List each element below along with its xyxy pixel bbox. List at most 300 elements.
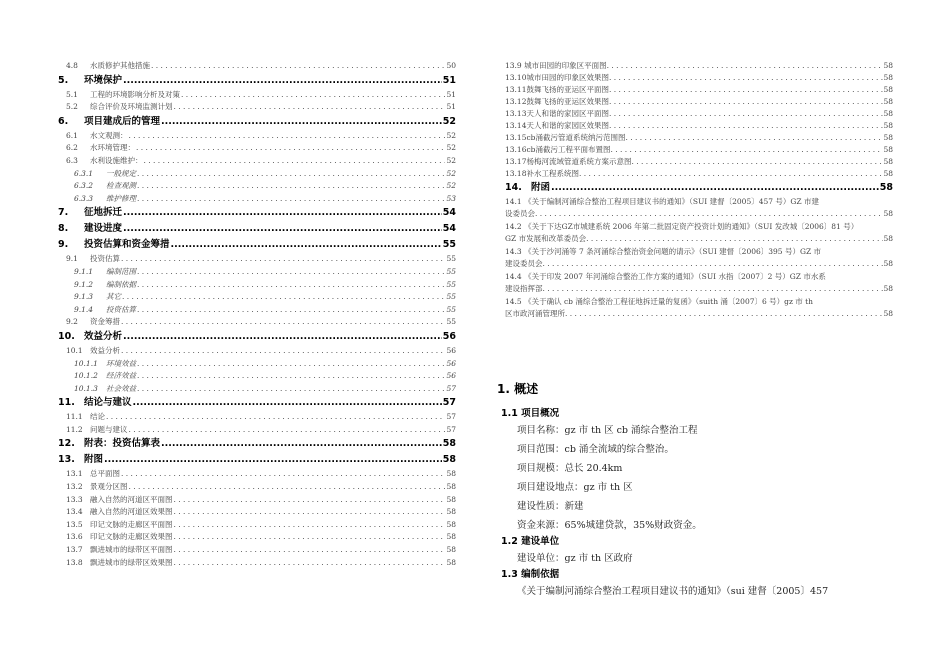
project-name-line: 项目名称：gz 市 th 区 cb 涌综合整治工程 [517, 425, 698, 436]
toc-entry-label [74, 383, 136, 396]
toc-leader-dots [151, 60, 445, 73]
toc-leader-dots [551, 180, 879, 196]
toc-page-number: 58 [446, 557, 456, 567]
toc-page-number: 52 [446, 168, 456, 178]
toc-entry[interactable] [58, 89, 456, 102]
toc-leader-dots [133, 395, 442, 411]
toc-entry-label [58, 73, 122, 89]
toc-leader-dots [174, 544, 446, 557]
toc-leader-dots [161, 436, 442, 452]
toc-entry-title: 水利设施维护： [90, 155, 143, 165]
toc-leader-dots [609, 96, 883, 108]
funding-source-line: 资金来源：65%城建贷款，35%财政资金。 [517, 520, 702, 531]
toc-leader-dots [144, 155, 446, 168]
toc-entry-continuation [505, 208, 893, 220]
toc-leader-dots [137, 193, 445, 206]
toc-entry-label [66, 424, 128, 437]
toc-left-column [58, 60, 456, 569]
toc-entry-number: 10.1.1 [74, 358, 98, 368]
toc-entry-number: 13. [58, 454, 75, 466]
toc-entry-continuation [505, 283, 893, 295]
toc-entry-label [66, 89, 180, 102]
toc-entry-title: 印记文脉的走廊区平面图 [90, 519, 173, 529]
toc-entry-label [74, 193, 136, 206]
toc-entry-continuation [505, 258, 893, 270]
toc-page-number: 58 [442, 438, 456, 450]
toc-entry-number: 6.2 [66, 143, 78, 153]
toc-entry-title: 14.4 《关于印发 2007 年河涌综合整治工作方案的通知》（SUI 水指〔2007〕2 号）GZ 市水系 [505, 272, 826, 281]
toc-entry-title: 水文观测： [90, 130, 128, 140]
toc-entry-title: 经济效益 [106, 371, 136, 381]
toc-entry-title: 14.1 《关于编制河涌综合整治工程项目建议书的通知》（SUI 建督〔2005〕457 号）GZ 市建 [505, 197, 820, 206]
toc-entry-title: 13.14天人和谐的家园区效果图 [505, 121, 609, 130]
toc-entry-title: 景观分区图 [90, 482, 128, 492]
toc-leader-dots [106, 411, 445, 424]
toc-page-number: 58 [883, 234, 893, 243]
toc-entry-number: 13.6 [66, 532, 83, 542]
toc-entry-number: 11. [58, 397, 75, 409]
toc-entry-title: 环境保护 [84, 74, 123, 86]
toc-entry-label [66, 101, 173, 114]
toc-entry-title: 水环境管理： [90, 143, 135, 153]
toc-entry-number: 13.2 [66, 482, 83, 492]
toc-entry-title: 投资估算 [90, 254, 120, 264]
toc-entry-issuer: 设委员会 [505, 209, 535, 218]
toc-entry-number: 9.1.1 [74, 266, 94, 276]
toc-leader-dots [174, 531, 446, 544]
toc-entry[interactable] [58, 383, 456, 396]
toc-entry-number: 6.1 [66, 130, 78, 140]
toc-entry-title: 工程的环境影响分析及对策 [90, 89, 180, 99]
toc-entry[interactable] [58, 130, 456, 143]
project-scope-line: 项目范围：cb 涌全流域的综合整治。 [517, 444, 674, 455]
toc-page-number: 52 [446, 155, 456, 165]
toc-page-number: 51 [442, 74, 456, 86]
toc-entry-number: 9.1 [66, 254, 78, 264]
toc-entry[interactable] [505, 72, 893, 84]
toc-entry[interactable] [58, 506, 456, 519]
toc-entry-number: 12. [58, 438, 75, 450]
toc-page-number: 58 [446, 532, 456, 542]
toc-leader-dots [181, 89, 445, 102]
toc-page-number: 55 [446, 254, 456, 264]
toc-entry-title: 建设进度 [84, 223, 123, 235]
toc-page-number: 55 [446, 279, 456, 289]
toc-leader-dots [121, 345, 445, 358]
toc-leader-dots [609, 84, 883, 96]
toc-entry-number: 14. [505, 182, 522, 193]
toc-entry-title: 资金筹措 [90, 317, 120, 327]
toc-entry-title: 综合评价及环境监测计划 [90, 102, 173, 112]
toc-entry[interactable] [505, 84, 893, 96]
toc-entry[interactable] [58, 114, 456, 130]
toc-page-number: 58 [883, 109, 893, 118]
toc-entry[interactable] [58, 395, 456, 411]
toc-entry-number: 13.3 [66, 494, 83, 504]
toc-page-number: 53 [446, 193, 456, 203]
toc-entry[interactable] [58, 519, 456, 532]
toc-entry-title: 13.10城市田园的印象区效果图 [505, 73, 609, 82]
toc-entry[interactable] [505, 120, 893, 132]
toc-entry-label [74, 180, 136, 193]
toc-entry-label [74, 304, 136, 317]
toc-entry-number: 9.1.3 [74, 292, 94, 302]
toc-leader-dots [607, 60, 884, 72]
toc-entry-title: 总平面图 [90, 469, 120, 479]
toc-entry-label [58, 114, 160, 130]
toc-leader-dots [123, 221, 442, 237]
toc-entry-number: 11.1 [66, 412, 83, 422]
toc-entry-number: 6.3.1 [74, 168, 94, 178]
builder-line: 建设单位：gz 市 th 区政府 [517, 553, 633, 564]
toc-leader-dots [174, 506, 446, 519]
toc-page-number: 56 [446, 345, 456, 355]
toc-entry[interactable] [505, 180, 893, 196]
toc-entry-title: 附图 [84, 454, 104, 466]
basis-line: 《关于编制河涌综合整治工程项目建议书的通知》（sui 建督〔2005〕457 [517, 586, 829, 597]
toc-entry-number: 6.3.2 [74, 181, 94, 191]
toc-page-number: 51 [446, 102, 456, 112]
toc-entry[interactable] [58, 329, 456, 345]
toc-entry[interactable] [58, 436, 456, 452]
toc-page-number: 57 [446, 412, 456, 422]
toc-entry-number: 9.1.2 [74, 279, 94, 289]
toc-entry-title: 14.2 《关于下达GZ市城建系统 2006 年第二批固定资产投资计划的通知》（SUI 发改城〔2006〕81 号） [505, 222, 859, 231]
toc-entry[interactable] [58, 544, 456, 557]
toc-leader-dots [625, 132, 883, 144]
toc-leader-dots [137, 358, 445, 371]
toc-entry-title: 附函 [531, 182, 551, 193]
toc-entry-label [66, 142, 135, 155]
toc-entry-title: 检查观测 [106, 181, 136, 191]
toc-page-number: 55 [446, 317, 456, 327]
toc-entry[interactable] [58, 452, 456, 468]
toc-entry[interactable] [58, 531, 456, 544]
toc-entry-number: 10.1.2 [74, 371, 98, 381]
toc-page-number: 58 [883, 85, 893, 94]
toc-entry-title: 效益分析 [90, 345, 120, 355]
toc-entry[interactable] [505, 271, 893, 295]
toc-entry-title: 征地拆迁 [84, 207, 123, 219]
toc-leader-dots [137, 383, 445, 396]
toc-page-number: 58 [446, 507, 456, 517]
toc-entry[interactable] [58, 221, 456, 237]
toc-entry-title: 一般规定 [106, 168, 136, 178]
toc-entry-title: 水质修护其他措施 [90, 61, 150, 70]
toc-page-number: 54 [442, 207, 456, 219]
toc-entry-label [66, 494, 173, 507]
toc-entry[interactable] [58, 370, 456, 383]
toc-entry-title: 环境效益 [106, 358, 136, 368]
toc-entry-label [74, 358, 136, 371]
subsection-heading: 1.3 编制依据 [501, 569, 560, 580]
toc-leader-dots [137, 168, 445, 181]
toc-leader-dots [609, 120, 883, 132]
toc-page-number: 52 [446, 143, 456, 153]
toc-page-number: 57 [442, 397, 456, 409]
toc-page-number: 57 [446, 383, 456, 393]
toc-leader-dots [121, 316, 445, 329]
toc-entry-issuer: 建设指挥部 [505, 284, 543, 293]
toc-entry-label [58, 221, 122, 237]
toc-page-number: 58 [883, 133, 893, 142]
toc-entry[interactable] [58, 193, 456, 206]
toc-page-number: 58 [883, 259, 893, 268]
toc-entry[interactable] [58, 316, 456, 329]
toc-page-number: 52 [442, 115, 456, 127]
toc-entry-label [66, 316, 120, 329]
toc-leader-dots [123, 73, 442, 89]
toc-entry[interactable] [58, 205, 456, 221]
subsection-heading: 1.2 建设单位 [501, 536, 560, 547]
toc-entry-title: 社会效益 [106, 383, 136, 393]
toc-entry[interactable] [58, 168, 456, 181]
toc-page-number: 58 [883, 121, 893, 130]
toc-entry-number: 13.8 [66, 557, 83, 567]
toc-entry-label [74, 266, 136, 279]
toc-entry[interactable] [505, 108, 893, 120]
toc-entry-label [66, 481, 128, 494]
toc-page-number: 58 [446, 482, 456, 492]
toc-leader-dots [565, 308, 883, 320]
toc-leader-dots [609, 72, 883, 84]
toc-entry-label [66, 519, 173, 532]
toc-entry[interactable] [505, 144, 893, 156]
toc-entry-label [58, 436, 160, 452]
toc-entry-continuation [505, 233, 893, 245]
toc-leader-dots [609, 108, 883, 120]
toc-entry-title: 投资估算和资金筹措 [84, 239, 170, 251]
toc-page-number: 58 [883, 209, 893, 218]
toc-entry[interactable] [58, 424, 456, 437]
toc-entry-title: 结论与建议 [84, 397, 132, 409]
toc-entry[interactable] [58, 411, 456, 424]
toc-entry-number: 10.1 [66, 345, 83, 355]
toc-entry[interactable] [58, 358, 456, 371]
toc-entry-title: 投资估算 [106, 304, 136, 314]
toc-page-number: 58 [446, 519, 456, 529]
toc-leader-dots [123, 205, 442, 221]
toc-entry-title: 问题与建议 [90, 424, 128, 434]
toc-leader-dots [129, 130, 446, 143]
toc-page-number: 56 [442, 330, 456, 342]
toc-leader-dots [174, 494, 446, 507]
toc-entry-title: 飘进城市的绿带区效果图 [90, 557, 173, 567]
toc-leader-dots [123, 329, 442, 345]
toc-entry[interactable] [505, 168, 893, 180]
toc-entry[interactable] [505, 96, 893, 108]
toc-entry-number: 10. [58, 330, 75, 342]
toc-entry[interactable] [58, 557, 456, 570]
toc-entry-label [74, 168, 136, 181]
toc-entry-title: 维护修理 [106, 193, 136, 203]
toc-page-number: 56 [446, 371, 456, 381]
toc-entry[interactable] [505, 60, 893, 72]
toc-entry[interactable] [58, 237, 456, 253]
toc-entry-label [74, 279, 136, 292]
toc-entry-number: 6.3 [66, 155, 78, 165]
toc-entry[interactable] [58, 279, 456, 292]
subsection-heading: 1.1 项目概况 [501, 408, 560, 419]
toc-leader-dots [579, 168, 883, 180]
toc-page-number: 58 [883, 309, 893, 318]
toc-entry-title: 14.3 《关于沙河涌等 7 条河涌综合整治资金问题的请示》（SUI 建督〔2006〕395 号）GZ 市 [505, 247, 822, 256]
toc-entry[interactable] [58, 494, 456, 507]
toc-entry-label [66, 60, 150, 73]
toc-leader-dots [104, 452, 442, 468]
toc-entry-label [58, 395, 132, 411]
toc-entry-label [66, 557, 173, 570]
toc-entry-title: 13.13天人和谐的家园区平面图 [505, 109, 609, 118]
toc-entry[interactable] [505, 221, 893, 245]
toc-entry-title: 13.15cb涌截污管道系统纳污范围图 [505, 133, 626, 142]
toc-leader-dots [137, 180, 445, 193]
toc-page-number: 58 [883, 73, 893, 82]
toc-leader-dots [161, 114, 442, 130]
toc-entry[interactable] [58, 481, 456, 494]
toc-entry-number: 5.2 [66, 102, 78, 112]
toc-entry[interactable] [58, 101, 456, 114]
toc-page-number: 58 [883, 145, 893, 154]
project-nature-line: 建设性质：新建 [517, 501, 584, 512]
toc-entry[interactable] [505, 246, 893, 270]
toc-entry-label [66, 468, 120, 481]
toc-page-number: 58 [879, 182, 893, 193]
toc-entry-title: 13.17杨梅河流域管道系统方案示意图 [505, 157, 632, 166]
toc-page-number: 55 [446, 266, 456, 276]
toc-entry[interactable] [58, 73, 456, 89]
toc-entry-label [58, 237, 170, 253]
toc-entry-issuer: 区市政河涌管理所 [505, 309, 565, 318]
toc-entry[interactable] [505, 196, 893, 220]
toc-entry-number: 8. [58, 223, 69, 235]
toc-entry-title: 13.11鼓舞飞扬的亚运区平面图 [505, 85, 609, 94]
toc-entry[interactable] [58, 142, 456, 155]
toc-page-number: 55 [442, 239, 456, 251]
toc-entry-label [66, 411, 105, 424]
toc-leader-dots [586, 233, 883, 245]
toc-entry-number: 10.1.3 [74, 383, 98, 393]
toc-page-number: 58 [883, 97, 893, 106]
toc-entry[interactable] [58, 253, 456, 266]
toc-entry-label [74, 370, 136, 383]
section-title: 1. 概述 [497, 382, 539, 396]
project-location-line: 项目建设地点：gz 市 th 区 [517, 482, 633, 493]
toc-entry-label [58, 205, 122, 221]
toc-entry-title: 其它 [106, 292, 121, 302]
overview-section [497, 380, 897, 601]
toc-leader-dots [171, 237, 442, 253]
toc-page-number: 57 [446, 424, 456, 434]
toc-page-number: 58 [883, 61, 893, 70]
toc-leader-dots [121, 468, 445, 481]
toc-leader-dots [137, 370, 445, 383]
toc-entry-title: 印记文脉的走廊区效果图 [90, 532, 173, 542]
toc-page-number: 58 [446, 545, 456, 555]
toc-entry-title: 编制依据 [106, 279, 136, 289]
toc-page-number: 52 [446, 130, 456, 140]
toc-entry-title: 编制范围 [106, 266, 136, 276]
toc-entry-number: 5.1 [66, 89, 78, 99]
toc-leader-dots [129, 424, 446, 437]
toc-entry-label [66, 130, 128, 143]
toc-page-number: 50 [446, 61, 456, 70]
toc-entry-title: 附表：投资估算表 [84, 438, 161, 450]
toc-entry-title: 效益分析 [84, 330, 123, 342]
toc-entry[interactable] [58, 468, 456, 481]
toc-page-number: 58 [883, 284, 893, 293]
toc-entry-number: 4.8 [66, 61, 78, 70]
toc-entry[interactable] [58, 180, 456, 193]
toc-entry-label [505, 180, 550, 196]
toc-page-number: 56 [446, 358, 456, 368]
toc-entry-number: 11.2 [66, 424, 83, 434]
toc-entry-label [66, 345, 120, 358]
toc-entry[interactable] [58, 155, 456, 168]
toc-leader-dots [174, 101, 446, 114]
toc-entry[interactable] [58, 266, 456, 279]
toc-entry-number: 9.2 [66, 317, 78, 327]
toc-entry-issuer: GZ 市发展和改革委员会 [505, 234, 587, 243]
toc-leader-dots [136, 142, 445, 155]
project-scale-line: 项目规模：总长 20.4km [517, 463, 623, 474]
toc-entry-number: 9. [58, 239, 69, 251]
toc-entry-number: 5. [58, 74, 69, 86]
toc-entry[interactable] [58, 291, 456, 304]
toc-leader-dots [174, 519, 446, 532]
toc-entry-title: 14.5 《关于确认 cb 涌综合整治工程征地拆迁量的复函》（suith 涌〔2007〕6 号）gz 市 th [505, 297, 814, 306]
toc-entry-number: 6. [58, 115, 69, 127]
toc-entry-number: 13.5 [66, 519, 83, 529]
toc-entry-continuation [505, 308, 893, 320]
toc-entry-label [66, 155, 143, 168]
toc-page-number: 51 [446, 89, 456, 99]
toc-leader-dots [137, 279, 445, 292]
toc-entry-title: 13.9 城市田园的印象区平面图 [505, 61, 607, 70]
toc-leader-dots [121, 253, 445, 266]
toc-leader-dots [122, 291, 445, 304]
toc-leader-dots [129, 481, 446, 494]
toc-entry-number: 7. [58, 207, 69, 219]
toc-entry[interactable] [505, 156, 893, 168]
toc-entry[interactable] [58, 60, 456, 73]
toc-entry-label [66, 531, 173, 544]
toc-leader-dots [543, 258, 884, 270]
toc-entry-title: 融入自然的河道区效果图 [90, 507, 173, 517]
toc-entry-title: 飘进城市的绿带区平面图 [90, 545, 173, 555]
toc-leader-dots [174, 557, 446, 570]
toc-entry-label [66, 544, 173, 557]
toc-page-number: 58 [883, 157, 893, 166]
toc-entry[interactable] [58, 345, 456, 358]
toc-entry-number: 13.7 [66, 545, 83, 555]
toc-entry-label [66, 506, 173, 519]
toc-page-number: 58 [446, 494, 456, 504]
toc-entry[interactable] [505, 132, 893, 144]
toc-entry[interactable] [505, 296, 893, 320]
toc-leader-dots [535, 208, 883, 220]
toc-leader-dots [137, 266, 445, 279]
toc-page-number: 58 [883, 169, 893, 178]
toc-entry-label [58, 452, 103, 468]
toc-entry-number: 9.1.4 [74, 304, 94, 314]
toc-entry-title: 融入自然的河道区平面图 [90, 494, 173, 504]
toc-entry-label [74, 291, 121, 304]
toc-entry-issuer: 建设委员会 [505, 259, 543, 268]
toc-entry[interactable] [58, 304, 456, 317]
toc-entry-title: 13.16cb涌截污工程平面布置图 [505, 145, 611, 154]
toc-right-column [505, 60, 893, 321]
